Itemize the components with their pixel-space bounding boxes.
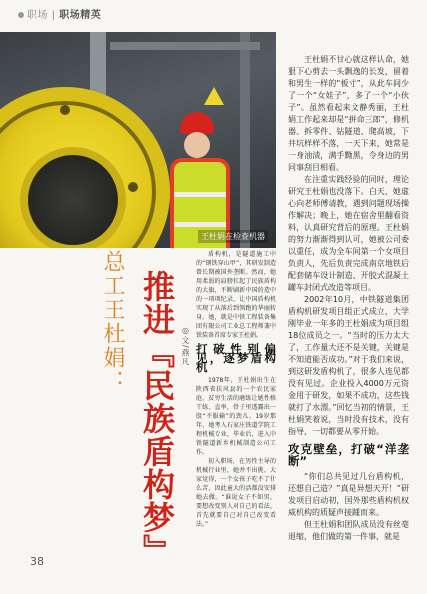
paragraph: “你们总共见过几台盾构机，还想自己造？”真是异想天开！”研发项目启动初，国外那些盾构机权威机构的质疑声接踵而来。: [288, 472, 409, 517]
paragraph: 初入职场，在男性主导的机械行业里，她并不出挑。大家觉得，一个女孩子吃不了什么苦，因此童大的活都没安排她去做。“谁说女子不如男，要想改变别人对自己的看法，首先就要自己对自己改变看法。”: [196, 458, 276, 528]
gear-illustration: [0, 87, 170, 248]
subheading: 攻克壁垒，打破“洋垄断”: [288, 442, 409, 468]
article-kicker: 总工王杜娟：: [100, 250, 125, 394]
paragraph: 1978年，王杜娟出生在陕西省扶风县的一个农民家庭，贫穷生活的磨练让她性格干练、直率，骨子里透露出一股“不服输”的劲儿。19岁那年，她考入石家庄铁道学院工程机械专业，毕业后，进入中铁隧道新乡机械制造公司工作。: [196, 377, 276, 456]
byline: ◎文/燕凡: [181, 326, 190, 367]
photo-caption: 王杜娟在检查机器: [198, 230, 268, 243]
page-number: 38: [30, 555, 44, 568]
article-photo: [0, 32, 276, 248]
bullet-icon: [18, 12, 24, 18]
paragraph: 盾构机，是隧道施工中的“钢铁穿山甲”，其研发制造曾长期被国外垄断。然而，她用柔弱的肩膀扛起了民族盾构的大旗，不断刷新中国的造中的一项项纪录，让中国盾构机实现了从落后到领跑的华丽转身。她，就是中铁工程装备集团有限公司工业总工程师兼中铁装备首席专家王杜娟。: [196, 251, 276, 339]
paragraph: 2002年10月，中铁隧道集团盾构机研发项目组正式成立，大学刚毕业一年多的王杜娟成为项目组18位成员之一。“当时的压力太大了，工作量大还不是关键，关键是不知道能否成功。”对于我们来说，到这研发盾构机了，很多人连见都没有见过。企业投入4000万元资金用于研发，如果不成功，这些钱就打了水漂。”回忆当初的情景，王杜娟笑着说，当时没有技术，没有指导，一切都要从零开始。: [288, 295, 409, 436]
article-column-2: [288, 54, 409, 543]
worker-figure: [170, 112, 245, 248]
paragraph: 在注重实践经验的同时，理论研究王杜娟也没落下。白天，她虚心向老师傅请教，遇到问题现场操作解决；晚上，她在宿舍里翻看资料，认真研究背后的原理。王杜娟的努力渐渐得到认可，她被公司委以重任，成为全车间第一个女项目负责人，先后负责完成南京地铁后配套储车设计制造、开胶式混凝土罐车封闭式改造等项目。: [288, 175, 409, 292]
page-header: [0, 0, 427, 30]
article-column-1: [196, 250, 276, 529]
subheading: 打破性别偏见，逐梦盾构机: [196, 342, 276, 374]
paragraph: 但王杜娟和团队成员没有丝毫退缩，他们做的第一件事，就是: [288, 520, 409, 541]
section-label: 职场 | 职场精英: [18, 6, 101, 21]
article-headline: 推进『民族盾构梦』: [138, 270, 176, 567]
warning-sign-icon: [204, 87, 224, 105]
paragraph: 王杜娟不甘心就这样认命，她狠下心剪去一头飘逸的长发，留着和男生一样的“板寸”，从此车间少了一个“女娃子”，多了一个“小伙子”。虽然看起来文静秀丽，王杜娟工作起来却是“拼命三郎”，修机器、拆零件、钻隧道、爬高坡，下井坑样样不落，一天下来，她常是一身油渍，满手黝黑，令身边的男同事刮目相看。: [288, 55, 409, 172]
